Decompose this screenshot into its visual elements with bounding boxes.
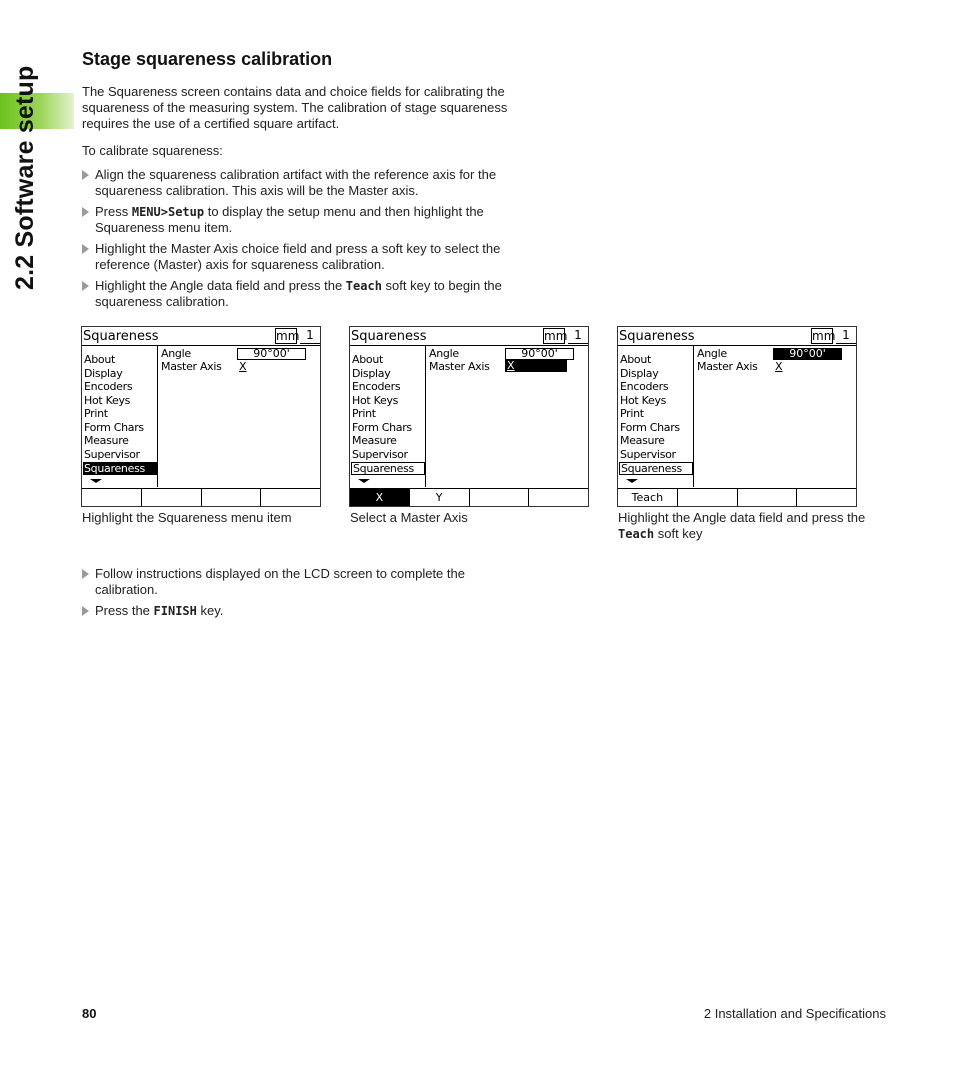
section-title-vertical: 2.2 Software setup [11, 65, 39, 290]
angle-field: 90°00' [505, 348, 574, 360]
lcd-menu-item: Supervisor [84, 448, 140, 461]
softkey-y: Y [410, 489, 470, 506]
softkey [678, 489, 738, 506]
lcd-menu-item: Print [352, 407, 376, 420]
lcd-screen-master-axis [349, 326, 589, 507]
lcd-unit-indicator: mm [544, 329, 568, 343]
step-item: Highlight the Master Axis choice field and press a soft key to select the reference (Master) axis for squareness calibration. [82, 241, 527, 273]
softkey [261, 489, 320, 506]
lcd-menu-item: Print [620, 407, 644, 420]
lcd-menu-item: Encoders [620, 380, 669, 393]
lcd-menu-item: Display [84, 367, 123, 380]
lcd-title: Squareness [351, 329, 427, 344]
key-code: FINISH [153, 604, 197, 618]
procedure-lead: To calibrate squareness: [82, 143, 223, 158]
softkey-x: X [350, 489, 410, 506]
lcd-menu-item: Form Chars [84, 421, 144, 434]
softkey [202, 489, 262, 506]
lcd-menu [350, 346, 426, 487]
lcd-title: Squareness [83, 329, 159, 344]
softkey [142, 489, 202, 506]
chapter-footer: 2 Installation and Specifications [703, 1006, 886, 1021]
lcd-menu-item: Form Chars [352, 421, 412, 434]
lcd-menu-item: Hot Keys [84, 394, 131, 407]
lcd-channel-indicator: 1 [836, 328, 856, 344]
lcd-menu-item: Hot Keys [352, 394, 399, 407]
master-axis-field-highlighted: X [505, 360, 567, 372]
lcd-unit-indicator: mm [276, 329, 300, 343]
key-code: Teach [618, 527, 655, 541]
master-axis-field: X [239, 360, 247, 373]
lcd-screen-angle-teach [617, 326, 857, 507]
steps-list-before [82, 167, 527, 315]
master-axis-field: X [775, 360, 783, 373]
step-item: Highlight the Angle data field and press the Teach soft key to begin the squareness calibration. [82, 278, 527, 310]
softkey-teach: Teach [618, 489, 678, 506]
step-item: Press the FINISH key. [82, 603, 527, 619]
angle-label: Angle [697, 347, 727, 360]
scroll-down-arrow-icon [358, 479, 370, 483]
angle-field: 90°00' [237, 348, 306, 360]
page-heading: Stage squareness calibration [82, 49, 333, 69]
angle-field-highlighted: 90°00' [773, 348, 842, 360]
lcd-menu-item: About [84, 353, 116, 366]
lcd-menu-item: Supervisor [620, 448, 676, 461]
key-code: MENU>Setup [131, 205, 205, 219]
master-axis-label: Master Axis [429, 360, 490, 373]
softkey [797, 489, 856, 506]
lcd-menu-item: About [352, 353, 384, 366]
key-code: Teach [345, 279, 382, 293]
softkey-bar [618, 488, 856, 506]
bullet-arrow-icon [82, 606, 89, 616]
bullet-arrow-icon [82, 170, 89, 180]
lcd-menu-item-selected: Squareness [351, 462, 425, 475]
lcd-menu-item: Print [84, 407, 108, 420]
page-number: 80 [82, 1006, 97, 1021]
lcd-menu-item-selected: Squareness [83, 462, 157, 475]
angle-label: Angle [429, 347, 459, 360]
lcd-menu [618, 346, 694, 487]
step-item: Align the squareness calibration artifact with the reference axis for the squareness calibration. This axis will be the Master axis. [82, 167, 527, 199]
lcd-title: Squareness [619, 329, 695, 344]
lcd-menu [82, 346, 158, 487]
lcd-menu-item-selected: Squareness [619, 462, 693, 475]
softkey-bar [350, 488, 588, 506]
softkey [529, 489, 588, 506]
step-item: Follow instructions displayed on the LCD screen to complete the calibration. [82, 566, 527, 598]
lcd-unit-indicator: mm [812, 329, 836, 343]
softkey-bar [82, 488, 320, 506]
softkey [470, 489, 530, 506]
scroll-down-arrow-icon [90, 479, 102, 483]
figure-caption: Highlight the Squareness menu item [82, 510, 292, 525]
scroll-down-arrow-icon [626, 479, 638, 483]
lcd-menu-item: Measure [352, 434, 397, 447]
lcd-menu-item: About [620, 353, 652, 366]
lcd-menu-item: Form Chars [620, 421, 680, 434]
lcd-menu-item: Encoders [84, 380, 133, 393]
lcd-menu-item: Display [620, 367, 659, 380]
steps-list-after [82, 566, 527, 624]
bullet-arrow-icon [82, 281, 89, 291]
lcd-menu-item: Hot Keys [620, 394, 667, 407]
master-axis-label: Master Axis [697, 360, 758, 373]
lcd-menu-item: Measure [84, 434, 129, 447]
master-axis-label: Master Axis [161, 360, 222, 373]
bullet-arrow-icon [82, 569, 89, 579]
lcd-channel-indicator: 1 [300, 328, 320, 344]
intro-paragraph: The Squareness screen contains data and choice fields for calibrating the squareness of the measuring system. The calibration of stage squareness requires the use of a certified square artifact. [82, 84, 508, 131]
softkey [82, 489, 142, 506]
lcd-menu-item: Supervisor [352, 448, 408, 461]
lcd-screen-menu-highlight [81, 326, 321, 507]
softkey [738, 489, 798, 506]
bullet-arrow-icon [82, 244, 89, 254]
lcd-menu-item: Display [352, 367, 391, 380]
angle-label: Angle [161, 347, 191, 360]
bullet-arrow-icon [82, 207, 89, 217]
lcd-channel-indicator: 1 [568, 328, 588, 344]
step-item: Press MENU>Setup to display the setup menu and then highlight the Squareness menu item. [82, 204, 527, 236]
lcd-menu-item: Encoders [352, 380, 401, 393]
lcd-menu-item: Measure [620, 434, 665, 447]
figure-caption: Select a Master Axis [350, 510, 468, 525]
figure-caption: Highlight the Angle data field and press the Teach soft key [618, 510, 866, 541]
